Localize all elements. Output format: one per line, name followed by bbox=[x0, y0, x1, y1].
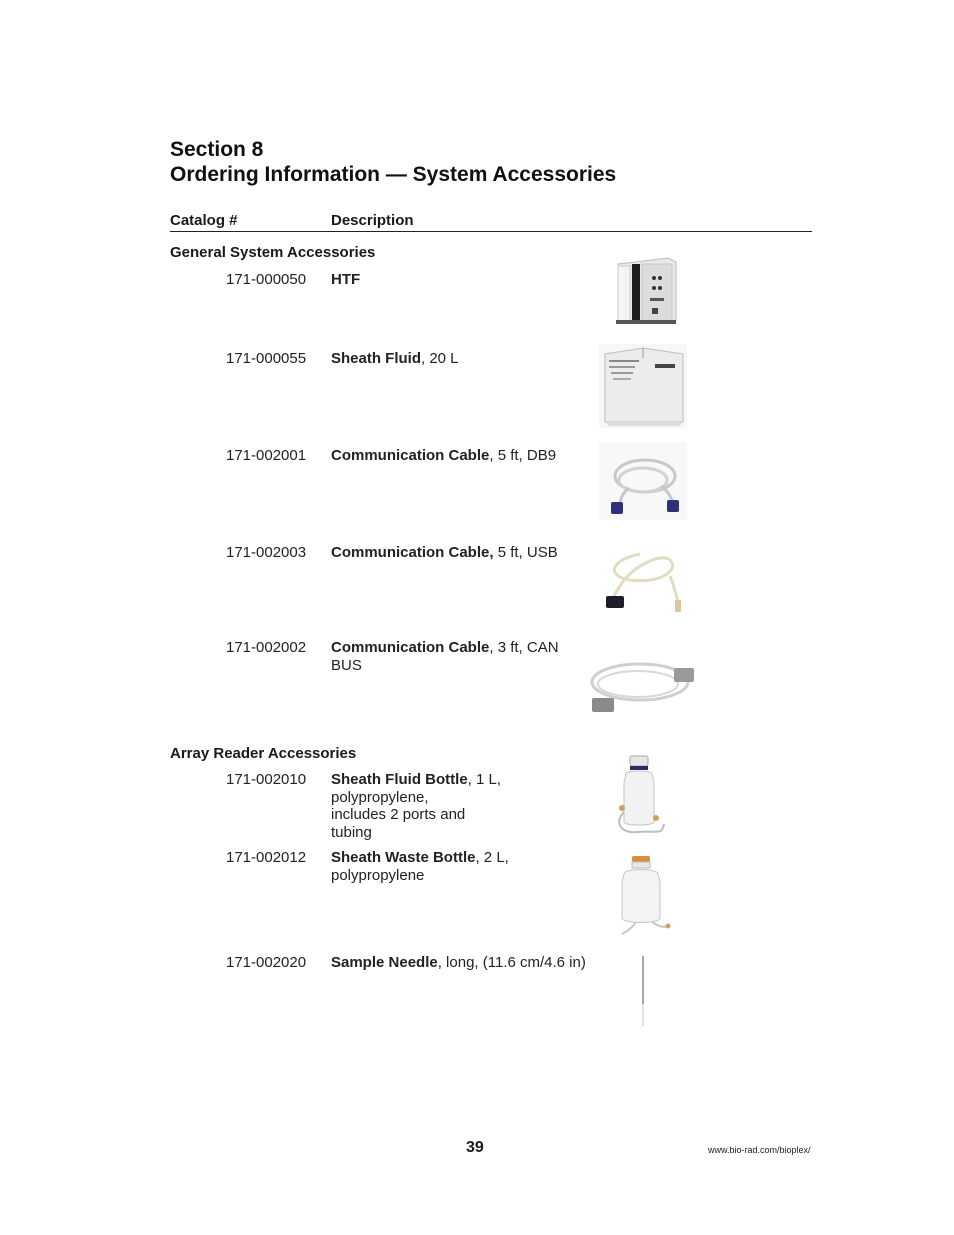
catalog-number: 171-002003 bbox=[226, 544, 307, 561]
item-name: Sheath Waste Bottle bbox=[331, 849, 476, 866]
item-detail: , 3 ft, CAN bbox=[489, 639, 559, 656]
item-detail: 5 ft, USB bbox=[493, 544, 558, 561]
item-description bbox=[331, 639, 559, 674]
htf-unit-photo bbox=[612, 256, 682, 326]
item-detail: , 20 L bbox=[421, 350, 459, 367]
catalog-number: 171-002010 bbox=[226, 771, 307, 788]
item-name: Communication Cable, bbox=[331, 544, 494, 561]
catalog-number: 171-002001 bbox=[226, 447, 307, 464]
catalog-number: 171-002020 bbox=[226, 954, 307, 971]
description-column-header: Description bbox=[331, 212, 414, 229]
usb-cable-photo bbox=[600, 546, 688, 618]
item-detail: , 2 L, bbox=[475, 849, 509, 866]
catalog-number: 171-000050 bbox=[226, 271, 307, 288]
item-detail: , long, (11.6 cm/4.6 in) bbox=[437, 954, 586, 971]
item-detail-line: polypropylene bbox=[331, 866, 425, 884]
item-detail-line: polypropylene, bbox=[331, 788, 429, 806]
item-description bbox=[331, 350, 459, 368]
item-name: HTF bbox=[331, 271, 361, 288]
group-heading-array-reader: Array Reader Accessories bbox=[170, 745, 357, 762]
item-name: Sheath Fluid Bottle bbox=[331, 771, 468, 788]
item-detail-line: BUS bbox=[331, 656, 362, 674]
item-description bbox=[331, 544, 558, 562]
item-detail: , 1 L, bbox=[467, 771, 502, 788]
item-name: Communication Cable bbox=[331, 447, 490, 464]
item-detail-line: includes 2 ports and bbox=[331, 806, 466, 823]
item-description bbox=[331, 771, 501, 841]
item-name: Sample Needle bbox=[331, 954, 438, 971]
header-rule bbox=[170, 231, 812, 232]
item-detail-line: tubing bbox=[331, 823, 372, 841]
sheath-fluid-bottle-photo bbox=[612, 752, 672, 840]
can-bus-cable-photo bbox=[586, 654, 700, 718]
item-name: Sheath Fluid bbox=[331, 350, 421, 367]
item-description bbox=[331, 447, 556, 465]
group-heading-general: General System Accessories bbox=[170, 244, 376, 261]
catalog-column-header: Catalog # bbox=[170, 212, 238, 229]
item-description bbox=[331, 849, 509, 884]
sheath-fluid-box-photo bbox=[599, 344, 687, 428]
item-description bbox=[331, 271, 360, 289]
catalog-number: 171-002002 bbox=[226, 639, 307, 656]
page-title bbox=[170, 137, 616, 187]
footer-url: www.bio-rad.com/bioplex/ bbox=[708, 1145, 811, 1155]
page-number: 39 bbox=[466, 1139, 484, 1156]
catalog-number: 171-002012 bbox=[226, 849, 307, 866]
item-name: Communication Cable bbox=[331, 639, 490, 656]
item-detail: , 5 ft, DB9 bbox=[489, 447, 557, 464]
section-label: Section 8 bbox=[170, 138, 264, 161]
sample-needle-photo bbox=[636, 954, 650, 1028]
section-title: Ordering Information — System Accessories bbox=[170, 163, 617, 186]
catalog-number: 171-000055 bbox=[226, 350, 307, 367]
db9-cable-photo bbox=[599, 442, 687, 520]
item-description bbox=[331, 954, 586, 972]
sheath-waste-bottle-photo bbox=[612, 852, 674, 936]
